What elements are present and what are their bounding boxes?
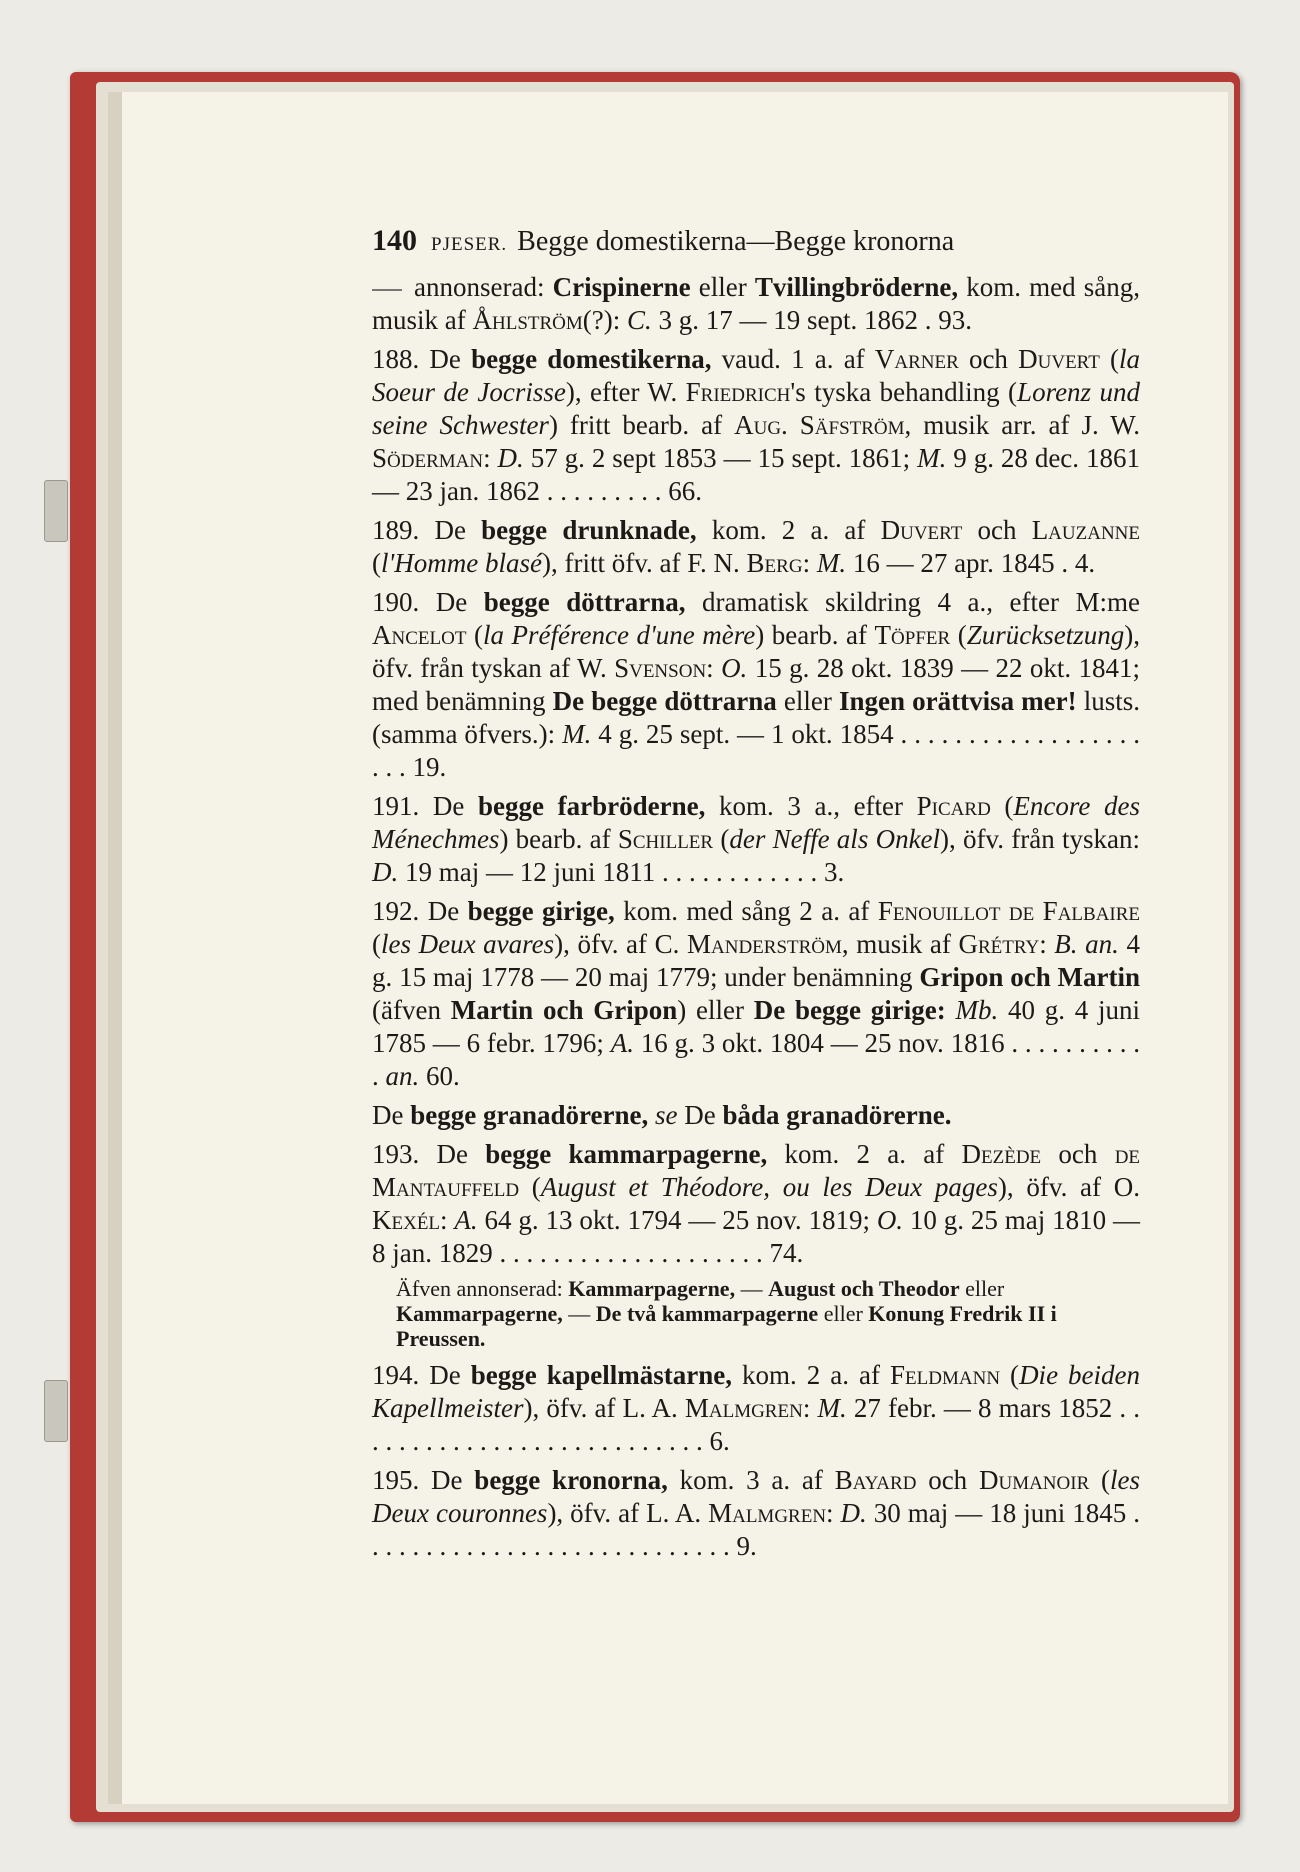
- left-clip-top: [44, 480, 68, 542]
- entry-193-note: Äfven annonserad: Kammarpagerne, — August och Theodor eller Kammarpagerne, — De två kammarpagerne eller Konung Fredrik II i Preussen.: [396, 1276, 1057, 1351]
- left-clip-bottom: [44, 1380, 68, 1442]
- entry-187-continuation: annonserad: Crispinerne eller Tvillingbröderne, kom. med sång, musik af Åhlström(?): C. 3 g. 17 — 19 sept. 1862 . 93.: [372, 272, 1140, 335]
- entry-188: 188. De begge domestikerna, vaud. 1 a. af Varner och Duvert (la Soeur de Jocrisse), efter W. Friedrich's tyska behandling (Lorenz und seine Schwester) fritt bearb. af Aug. Säfström, musik arr. af J. W. Söderman: D. 57 g. 2 sept 1853 — 15 sept. 1861; M. 9 g. 28 dec. 1861 — 23 jan. 1862 . . . . . . . . . 66.: [372, 344, 1141, 506]
- entry-190: 190. De begge döttrarna, dramatisk skildring 4 a., efter M:me Ancelot (la Préférence d'une mère) bearb. af Töpfer (Zurücksetzung), öfv. från tyskan af W. Svenson: O. 15 g. 28 okt. 1839 — 22 okt. 1841; med benämning De begge döttrarna eller Ingen orättvisa mer! lusts. (samma öfvers.): M. 4 g. 25 sept. — 1 okt. 1854 . . . . . . . . . . . . . . . . . . . . . 19.: [372, 587, 1141, 782]
- entry-194: 194. De begge kapellmästarne, kom. 2 a. af Feldmann (Die beiden Kapellmeister), öfv. af L. A. Malmgren: M. 27 febr. — 8 mars 1852 . . . . . . . . . . . . . . . . . . . . . . . . . . . 6.: [372, 1360, 1141, 1456]
- page-content: [372, 221, 1140, 1563]
- dash-mark: [372, 289, 402, 291]
- running-head: [372, 221, 1140, 261]
- entry-193: 193. De begge kammarpagerne, kom. 2 a. af Dezède och de Mantauffeld (August et Théodore, ou les Deux pages), öfv. af O. Kexél: A. 64 g. 13 okt. 1794 — 25 nov. 1819; O. 10 g. 25 maj 1810 — 8 jan. 1829 . . . . . . . . . . . . . . . . . . . . 74.: [372, 1139, 1141, 1268]
- entry-191: 191. De begge farbröderne, kom. 3 a., efter Picard (Encore des Ménechmes) bearb. af Schiller (der Neffe als Onkel), öfv. från tyskan: D. 19 maj — 12 juni 1811 . . . . . . . . . . . . 3.: [372, 791, 1141, 887]
- page-number: 140: [372, 224, 417, 257]
- entry-granadorerne-crossref: De begge granadörerne, se De båda granadörerne.: [372, 1100, 952, 1130]
- section-label: PJESER.: [431, 234, 508, 255]
- entry-189: 189. De begge drunknade, kom. 2 a. af Duvert och Lauzanne (l'Homme blasé), fritt öfv. af F. N. Berg: M. 16 — 27 apr. 1845 . 4.: [372, 515, 1140, 578]
- entry-195: 195. De begge kronorna, kom. 3 a. af Bayard och Dumanoir (les Deux couronnes), öfv. af L. A. Malmgren: D. 30 maj — 18 juni 1845 . . . . . . . . . . . . . . . . . . . . . . . . . . . . 9.: [372, 1465, 1141, 1561]
- entry-192: 192. De begge girige, kom. med sång 2 a. af Fenouillot de Falbaire (les Deux avares), öfv. af C. Manderström, musik af Grétry: B. an. 4 g. 15 maj 1778 — 20 maj 1779; under benämning Gripon och Martin (äfven Martin och Gripon) eller De begge girige: Mb. 40 g. 4 juni 1785 — 6 febr. 1796; A. 16 g. 3 okt. 1804 — 25 nov. 1816 . . . . . . . . . . . an. 60.: [372, 896, 1141, 1091]
- running-title: Begge domestikerna—Begge kronorna: [517, 226, 955, 257]
